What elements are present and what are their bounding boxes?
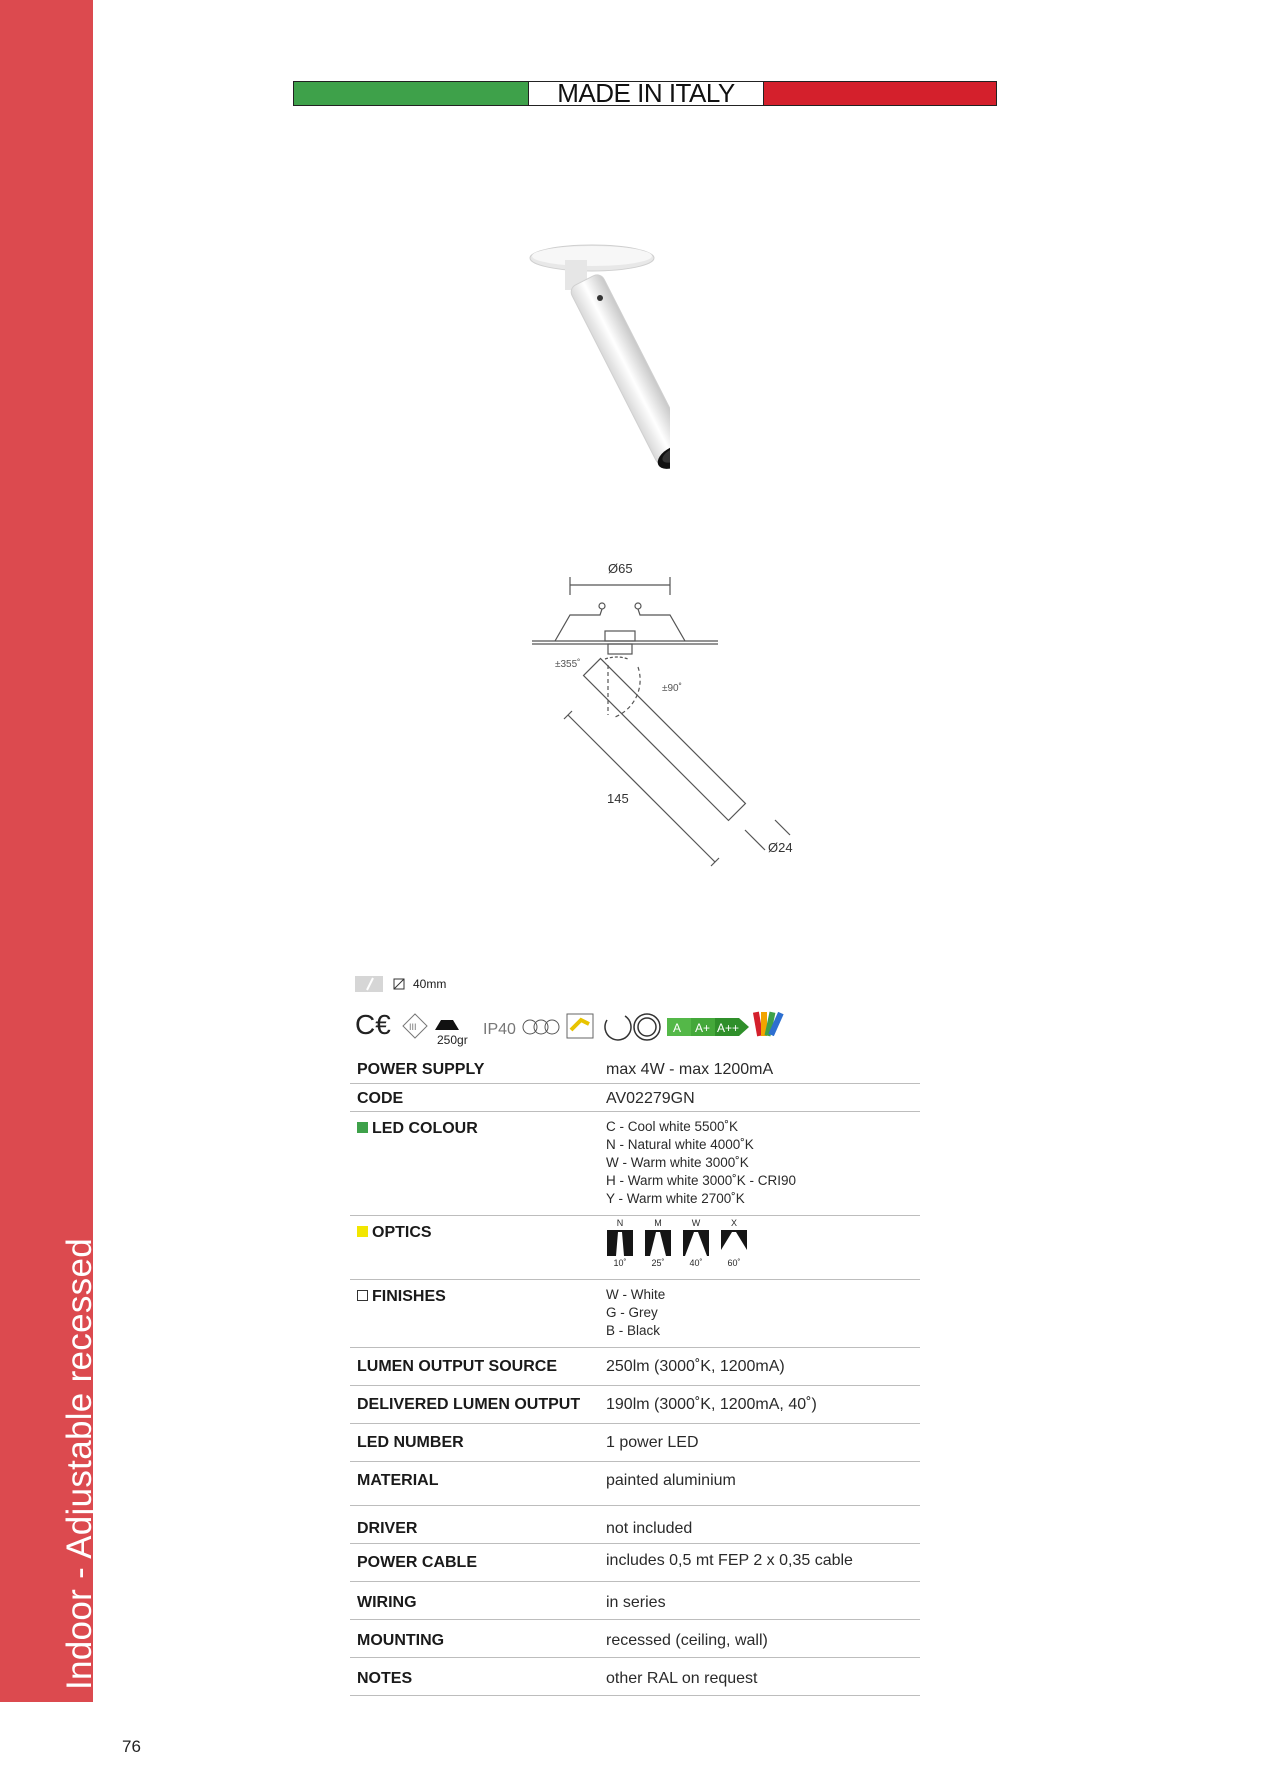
specs-table xyxy=(350,1055,920,1696)
optic-angle: 60˚ xyxy=(727,1257,741,1268)
spec-row-power-cable xyxy=(350,1543,920,1581)
banner-text: MADE IN ITALY xyxy=(529,82,764,105)
optic-letter: X xyxy=(730,1217,737,1228)
technical-drawing xyxy=(520,555,820,875)
spec-label: WIRING xyxy=(350,1581,606,1619)
beam-icon xyxy=(645,1230,671,1256)
beam-icon xyxy=(607,1230,633,1256)
diameter-square-icon xyxy=(393,978,405,990)
finishes-list xyxy=(606,1279,920,1347)
spec-value: 190lm (3000˚K, 1200mA, 40˚) xyxy=(606,1385,920,1423)
spec-label: LED COLOUR xyxy=(372,1119,478,1137)
optic-medium xyxy=(644,1218,672,1268)
spec-label: MOUNTING xyxy=(350,1619,606,1657)
page-number: 76 xyxy=(122,1737,141,1756)
adjustable-icon xyxy=(567,1014,593,1038)
svg-text:IP40: IP40 xyxy=(483,1021,516,1038)
spec-value: painted aluminium xyxy=(606,1461,920,1505)
svg-text:C€: C€ xyxy=(355,1009,391,1040)
spec-row-mounting xyxy=(350,1619,920,1657)
class-iii-icon xyxy=(403,1014,427,1038)
dim-rotation: ±355˚ xyxy=(555,659,581,670)
product-photo xyxy=(520,240,670,490)
spec-row-code xyxy=(350,1083,920,1111)
spec-row-power-supply xyxy=(350,1055,920,1083)
spec-value: 1 power LED xyxy=(606,1423,920,1461)
spec-row-led-colour xyxy=(350,1111,920,1215)
optic-letter: N xyxy=(616,1217,624,1228)
optics-square-icon xyxy=(357,1226,368,1237)
flag-red-band xyxy=(764,82,996,105)
dim-diameter-tube: Ø24 xyxy=(768,840,793,855)
beam-icon xyxy=(683,1230,709,1256)
spec-value: other RAL on request xyxy=(606,1657,920,1695)
list-item: W - Warm white 3000˚K xyxy=(606,1154,749,1170)
spec-label: DRIVER xyxy=(350,1505,606,1543)
category-sidebar xyxy=(0,0,99,1702)
spec-label: OPTICS xyxy=(372,1223,432,1241)
svg-text:250gr: 250gr xyxy=(437,1033,468,1047)
certification-icons xyxy=(355,1004,855,1050)
dim-length: 145 xyxy=(607,791,629,806)
beam-icon xyxy=(721,1230,747,1256)
spec-label: NOTES xyxy=(350,1657,606,1695)
svg-text:A+: A+ xyxy=(695,1021,711,1035)
spec-value: AV02279GN xyxy=(606,1083,920,1111)
spec-label: CODE xyxy=(350,1083,606,1111)
optics-list xyxy=(606,1215,920,1279)
optic-angle: 25˚ xyxy=(651,1257,665,1268)
weight-icon xyxy=(435,1020,468,1047)
dim-tilt: ±90˚ xyxy=(662,683,682,694)
spec-label: DELIVERED LUMEN OUTPUT xyxy=(350,1385,606,1423)
spec-row-optics xyxy=(350,1215,920,1279)
optic-wide xyxy=(682,1218,710,1268)
spec-label: MATERIAL xyxy=(350,1461,606,1505)
rotation-icon xyxy=(605,1016,631,1040)
spec-label: LUMEN OUTPUT SOURCE xyxy=(350,1347,606,1385)
spec-label-led-colour xyxy=(350,1111,606,1215)
led-colour-square-icon xyxy=(357,1122,368,1133)
svg-text:A: A xyxy=(673,1021,682,1035)
tilt-icon xyxy=(634,1014,660,1040)
spec-row-notes xyxy=(350,1657,920,1695)
spec-row-wiring xyxy=(350,1581,920,1619)
svg-text:III: III xyxy=(409,1022,417,1032)
finishes-square-icon xyxy=(357,1290,368,1301)
list-item: Y - Warm white 2700˚K xyxy=(606,1190,745,1206)
spec-label: POWER CABLE xyxy=(350,1543,606,1581)
list-item: C - Cool white 5500˚K xyxy=(606,1118,739,1134)
spec-row-driver xyxy=(350,1505,920,1543)
spec-row-finishes xyxy=(350,1279,920,1347)
spec-value: not included xyxy=(606,1505,920,1543)
cutout-size: 40mm xyxy=(413,977,447,991)
spec-row-material xyxy=(350,1461,920,1505)
cutout-info xyxy=(355,974,446,994)
spec-label: FINISHES xyxy=(372,1287,446,1305)
spec-value: includes 0,5 mt FEP 2 x 0,35 cable xyxy=(606,1543,920,1581)
svg-text:A++: A++ xyxy=(717,1021,740,1035)
optic-angle: 10˚ xyxy=(613,1257,627,1268)
spec-row-lumen-delivered xyxy=(350,1385,920,1423)
flag-green-band xyxy=(294,82,529,105)
list-item: H - Warm white 3000˚K - CRI90 xyxy=(606,1172,797,1188)
led-colour-list xyxy=(606,1111,920,1215)
list-item: B - Black xyxy=(606,1322,661,1338)
spec-label: LED NUMBER xyxy=(350,1423,606,1461)
spec-label-finishes xyxy=(350,1279,606,1347)
ce-mark-icon xyxy=(355,1009,391,1040)
spec-label-optics xyxy=(350,1215,606,1279)
spec-value: max 4W - max 1200mA xyxy=(606,1055,920,1083)
list-item: N - Natural white 4000˚K xyxy=(606,1136,754,1152)
color-palette-icon xyxy=(753,1012,784,1037)
led-chain-icon xyxy=(523,1020,559,1034)
list-item: G - Grey xyxy=(606,1304,658,1320)
optic-narrow xyxy=(606,1218,634,1268)
spec-label: POWER SUPPLY xyxy=(350,1055,606,1083)
spec-row-lumen-source xyxy=(350,1347,920,1385)
spec-value: in series xyxy=(606,1581,920,1619)
ip-rating-icon xyxy=(483,1021,516,1038)
category-title: Indoor - Adjustable recessed xyxy=(60,1237,99,1690)
optic-letter: M xyxy=(654,1217,662,1228)
optic-angle: 40˚ xyxy=(689,1257,703,1268)
dim-diameter-top: Ø65 xyxy=(608,561,633,576)
optic-letter: W xyxy=(691,1217,701,1228)
list-item: W - White xyxy=(606,1286,666,1302)
spec-row-led-number xyxy=(350,1423,920,1461)
energy-class-icon xyxy=(667,1018,749,1036)
optic-extra-wide xyxy=(720,1218,748,1268)
cutout-icon xyxy=(355,974,385,994)
spec-value: recessed (ceiling, wall) xyxy=(606,1619,920,1657)
made-in-italy-banner xyxy=(293,78,997,108)
spec-value: 250lm (3000˚K, 1200mA) xyxy=(606,1347,920,1385)
